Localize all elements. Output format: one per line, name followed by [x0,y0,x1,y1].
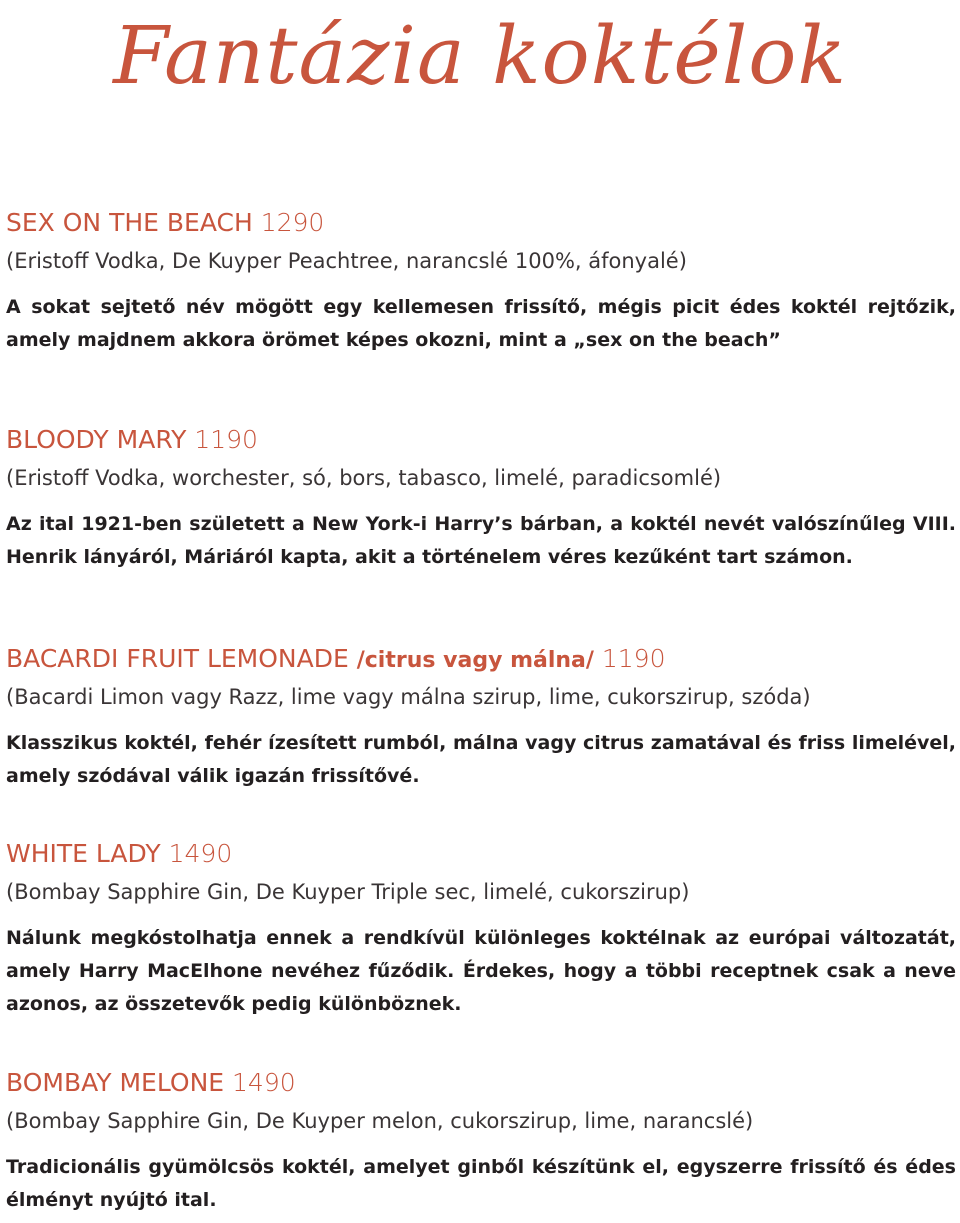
item-price: 1490 [168,839,233,868]
item-ingredients: (Eristoff Vodka, De Kuyper Peachtree, narancslé 100%, áfonyalé) [6,249,687,273]
item-heading [6,643,956,675]
menu-item-bacardi-fruit-lemonade [6,643,956,793]
item-name: BLOODY MARY [6,425,187,454]
item-description: Az ital 1921-ben született a New York-i Harry’s bárban, a koktél nevét valószínűleg VIII. Henrik lányáról, Máriáról kapta, akit a történelem véres kezűként tart számon. [6,513,956,568]
item-description: Klasszikus koktél, fehér ízesített rumból, málna vagy citrus zamatával és friss limelével, amely szódával válik igazán frissítővé. [6,732,956,787]
item-name: WHITE LADY [6,839,161,868]
item-description: Tradicionális gyümölcsös koktél, amelyet ginből készítünk el, egyszerre frissítő és édes élményt nyújtó ital. [6,1156,956,1211]
item-price: 1490 [232,1068,296,1097]
menu-item-bombay-melone [6,1067,956,1217]
item-variant-note: /citrus vagy málna/ [356,648,594,673]
item-heading [6,1067,956,1099]
item-ingredients: (Bombay Sapphire Gin, De Kuyper melon, cukorszirup, lime, narancslé) [6,1109,754,1133]
item-price: 1190 [601,644,666,673]
menu-item-sex-on-the-beach [6,207,956,357]
item-ingredients: (Bombay Sapphire Gin, De Kuyper Triple sec, limelé, cukorszirup) [6,880,690,904]
item-name: SEX ON THE BEACH [6,208,253,237]
item-heading [6,424,956,456]
item-heading [6,207,956,239]
menu-item-bloody-mary [6,424,956,574]
item-ingredients: (Eristoff Vodka, worchester, só, bors, tabasco, limelé, paradicsomlé) [6,466,722,490]
item-price: 1290 [260,208,325,237]
item-name: BOMBAY MELONE [6,1068,225,1097]
item-ingredients: (Bacardi Limon vagy Razz, lime vagy málna szirup, lime, cukorszirup, szóda) [6,685,811,709]
item-heading [6,838,956,870]
page-title: Fantázia koktélok [113,9,847,102]
item-name: BACARDI FRUIT LEMONADE [6,644,349,673]
item-description: A sokat sejtető név mögött egy kellemesen frissítő, mégis picit édes koktél rejtőzik, amely majdnem akkora örömet képes okozni, mint a „sex on the beach” [6,296,956,351]
item-price: 1190 [194,425,258,454]
menu-item-white-lady [6,838,956,1021]
item-description: Nálunk megkóstolhatja ennek a rendkívül különleges koktélnak az európai változatát, amely Harry MacElhone nevéhez fűződik. Érdekes, hogy a többi receptnek csak a neve azonos, az összetevők pedig különböznek. [6,927,956,1015]
